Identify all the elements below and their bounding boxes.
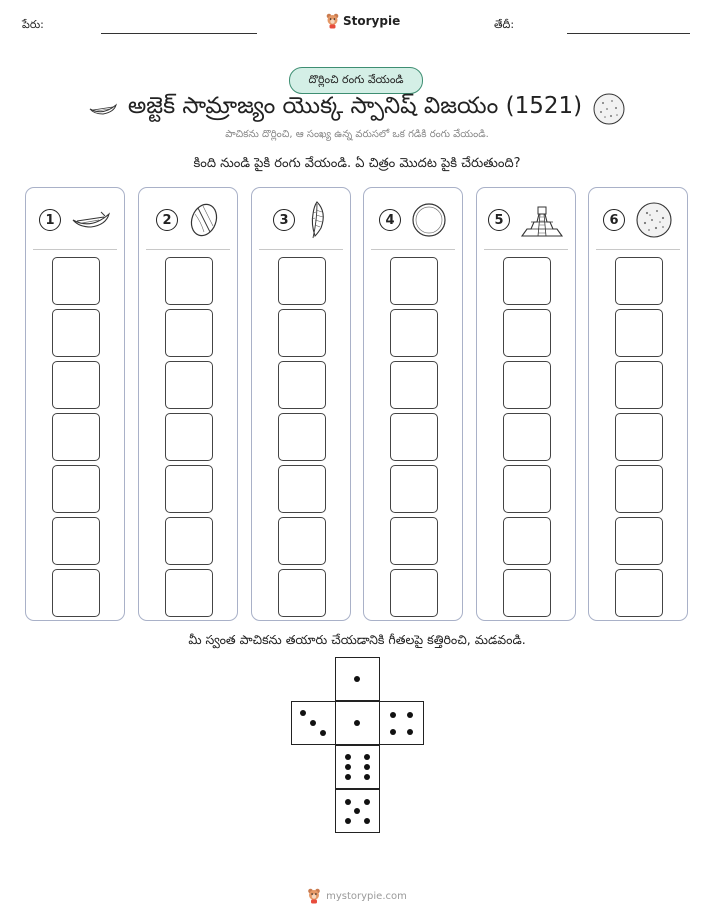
die-face-3 <box>291 701 336 745</box>
column-1 <box>25 187 125 621</box>
color-box[interactable] <box>615 465 663 513</box>
die-pip <box>407 712 413 718</box>
color-box[interactable] <box>165 517 213 565</box>
color-box[interactable] <box>52 569 100 617</box>
color-box[interactable] <box>278 517 326 565</box>
color-box[interactable] <box>165 465 213 513</box>
die-pip <box>354 720 360 726</box>
color-box[interactable] <box>278 257 326 305</box>
color-box[interactable] <box>503 517 551 565</box>
color-box[interactable] <box>52 517 100 565</box>
color-box[interactable] <box>615 413 663 461</box>
color-box[interactable] <box>390 257 438 305</box>
die-pip <box>364 754 370 760</box>
die-face-1 <box>335 657 380 701</box>
color-box[interactable] <box>615 361 663 409</box>
column-number: 6 <box>603 209 625 231</box>
die-pip <box>354 808 360 814</box>
die-pip <box>300 710 306 716</box>
color-box[interactable] <box>52 257 100 305</box>
color-box[interactable] <box>165 413 213 461</box>
die-pip <box>345 764 351 770</box>
color-box[interactable] <box>278 413 326 461</box>
die-pip <box>345 818 351 824</box>
color-box[interactable] <box>503 465 551 513</box>
die-pip <box>310 720 316 726</box>
color-box[interactable] <box>390 413 438 461</box>
cut-instruction: మీ స్వంత పాచికను తయారు చేయడానికి గీతలపై కత్తిరించి, మడవండి. <box>188 632 526 647</box>
column-5 <box>476 187 576 621</box>
color-box[interactable] <box>52 413 100 461</box>
die-pip <box>407 729 413 735</box>
die-pip <box>364 799 370 805</box>
footer <box>0 888 714 904</box>
name-label: పేరు: <box>22 18 44 31</box>
die-face-6 <box>335 745 380 789</box>
color-box[interactable] <box>278 569 326 617</box>
column-divider <box>484 249 568 250</box>
color-box[interactable] <box>165 569 213 617</box>
brand-name: Storypie <box>343 14 401 28</box>
page-title: అజ్టెక్ సామ్రాజ్యం యొక్క స్పానిష్ విజయం (1521) <box>127 93 583 119</box>
pyramid-icon <box>520 202 564 238</box>
color-box[interactable] <box>52 361 100 409</box>
column-divider <box>596 249 680 250</box>
color-box[interactable] <box>165 309 213 357</box>
die-pip <box>364 818 370 824</box>
color-box[interactable] <box>390 569 438 617</box>
date-label: తేదీ: <box>494 18 515 31</box>
bear-icon <box>307 888 321 904</box>
subtitle: పాచికను దొర్లించి, ఆ సంఖ్య ఉన్న వరుసలో ఒక గడికి రంగు వేయండి. <box>225 129 489 140</box>
title-row <box>0 92 714 126</box>
canoe-icon <box>71 208 111 232</box>
name-line <box>101 33 257 34</box>
color-box[interactable] <box>278 465 326 513</box>
color-box[interactable] <box>390 361 438 409</box>
feather-icon <box>305 200 329 240</box>
instruction-text: కింది నుండి పైకి రంగు వేయండి. ఏ చిత్రం మొదట పైకి చేరుతుంది? <box>193 156 521 171</box>
column-divider <box>33 249 117 250</box>
column-number: 2 <box>156 209 178 231</box>
color-box[interactable] <box>615 517 663 565</box>
die-pip <box>364 774 370 780</box>
activity-badge: దొర్లించి రంగు వేయండి <box>289 67 423 94</box>
cacao-bean-icon <box>188 202 220 238</box>
color-box[interactable] <box>503 309 551 357</box>
color-box[interactable] <box>278 309 326 357</box>
color-box[interactable] <box>390 309 438 357</box>
column-divider <box>146 249 230 250</box>
die-pip <box>354 676 360 682</box>
die-face-5 <box>335 789 380 833</box>
column-4 <box>363 187 463 621</box>
die-pip <box>345 754 351 760</box>
color-box[interactable] <box>615 309 663 357</box>
die-pip <box>345 774 351 780</box>
die-pip <box>320 730 326 736</box>
column-number: 3 <box>273 209 295 231</box>
die-pip <box>390 729 396 735</box>
color-box[interactable] <box>278 361 326 409</box>
color-box[interactable] <box>165 257 213 305</box>
color-box[interactable] <box>52 309 100 357</box>
column-3 <box>251 187 351 621</box>
color-box[interactable] <box>615 569 663 617</box>
color-box[interactable] <box>52 465 100 513</box>
tortilla-icon <box>635 201 673 239</box>
gold-coin-icon <box>411 202 447 238</box>
bear-icon <box>326 13 339 29</box>
column-number: 4 <box>379 209 401 231</box>
brand-logo <box>326 13 400 29</box>
date-line <box>567 33 690 34</box>
color-box[interactable] <box>615 257 663 305</box>
column-divider <box>259 249 343 250</box>
column-divider <box>371 249 455 250</box>
color-box[interactable] <box>503 361 551 409</box>
color-box[interactable] <box>390 517 438 565</box>
color-box[interactable] <box>503 569 551 617</box>
die-pip <box>364 764 370 770</box>
column-6 <box>588 187 688 621</box>
die-face-1 <box>335 701 380 745</box>
column-2 <box>138 187 238 621</box>
die-pip <box>390 712 396 718</box>
column-number: 1 <box>39 209 61 231</box>
footer-url: mystorypie.com <box>326 890 407 902</box>
canoe-icon <box>88 100 118 118</box>
color-box[interactable] <box>165 361 213 409</box>
color-box[interactable] <box>503 413 551 461</box>
die-pip <box>345 799 351 805</box>
die-face-4 <box>379 701 424 745</box>
color-box[interactable] <box>390 465 438 513</box>
color-box[interactable] <box>503 257 551 305</box>
column-number: 5 <box>488 209 510 231</box>
tortilla-icon <box>592 92 626 126</box>
